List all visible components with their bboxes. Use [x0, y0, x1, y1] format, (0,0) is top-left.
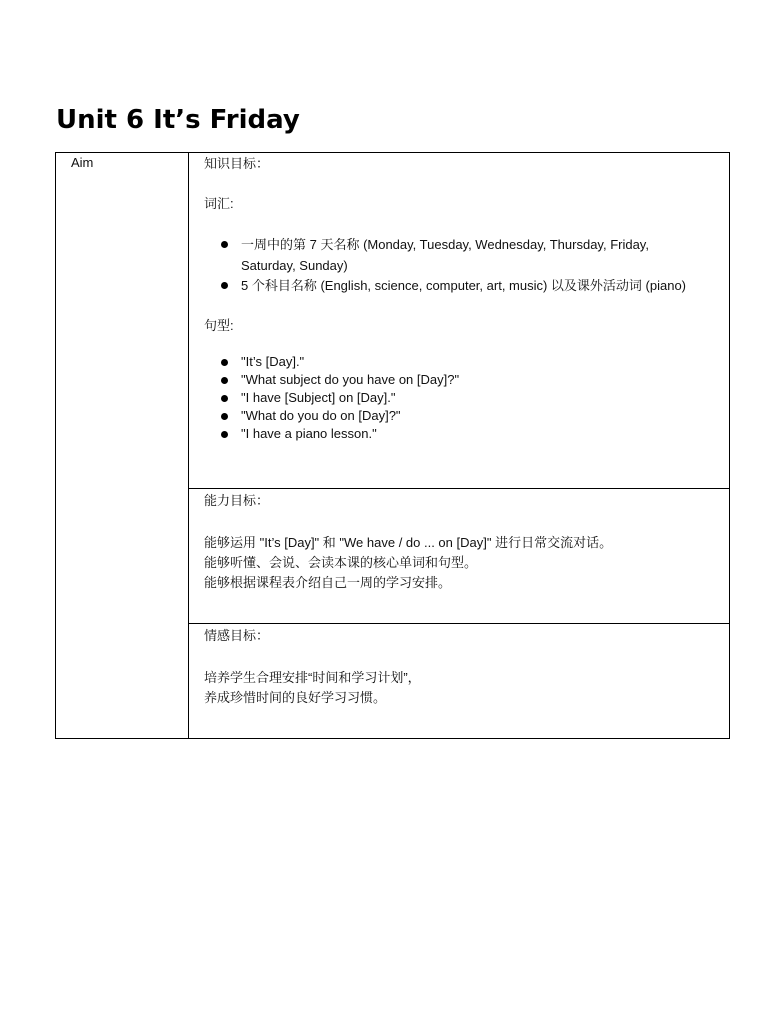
bullet-icon — [221, 282, 228, 289]
list-item — [204, 371, 729, 389]
attitude-line: 养成珍惜时间的良好学习习惯。 — [204, 689, 387, 705]
bullet-icon — [221, 413, 228, 420]
sentence-item-text: "I have [Subject] on [Day]." — [241, 389, 396, 405]
page-title: Unit 6 It’s Friday — [56, 105, 300, 135]
skills-line: 能够听懂、会说、会读本课的核心单词和句型。 — [204, 554, 478, 570]
bullet-icon — [221, 431, 228, 438]
sentence-item-text: "What do you do on [Day]?" — [241, 407, 401, 423]
vocab-heading: 词汇: — [204, 196, 234, 211]
bullet-icon — [221, 359, 228, 366]
skills-line: 能够根据课程表介绍自己一周的学习安排。 — [204, 574, 452, 590]
lesson-aim-table — [55, 152, 730, 739]
skills-heading: 能力目标： — [204, 492, 270, 508]
vocab-item-text: 5 个科目名称 (English, science, computer, art, music) 以及课外活动词 (piano) — [241, 278, 687, 293]
sentence-list — [204, 353, 729, 443]
attitude-line: 培养学生合理安排“时间和学习计划”， — [204, 669, 421, 685]
sentence-heading: 句型: — [204, 317, 234, 333]
skills-cell — [189, 488, 730, 623]
skills-line: 能够运用 "It’s [Day]" 和 "We have / do ... on [Day]" 进行日常交流对话。 — [204, 534, 613, 550]
list-item — [204, 235, 729, 276]
vocab-item-text: 一周中的第 7 天名称 (Monday, Tuesday, Wednesday, Thursday, Friday, Saturday, Sunday) — [241, 237, 649, 273]
bullet-icon — [221, 241, 228, 248]
attitude-cell — [189, 623, 730, 738]
aim-label-cell — [56, 153, 189, 739]
sentence-item-text: "What subject do you have on [Day]?" — [241, 371, 460, 387]
sentence-item-text: "I have a piano lesson." — [241, 425, 377, 441]
knowledge-heading: 知识目标： — [204, 156, 270, 171]
bullet-icon — [221, 377, 228, 384]
vocab-list — [204, 235, 729, 297]
list-item — [204, 425, 729, 443]
knowledge-cell — [189, 153, 730, 489]
list-item — [204, 407, 729, 425]
table-row-knowledge — [56, 153, 730, 489]
list-item — [204, 353, 729, 371]
bullet-icon — [221, 395, 228, 402]
attitude-heading: 情感目标： — [204, 627, 270, 643]
list-item — [204, 276, 729, 297]
aim-label: Aim — [71, 155, 94, 170]
list-item — [204, 389, 729, 407]
sentence-item-text: "It’s [Day]." — [241, 353, 305, 369]
